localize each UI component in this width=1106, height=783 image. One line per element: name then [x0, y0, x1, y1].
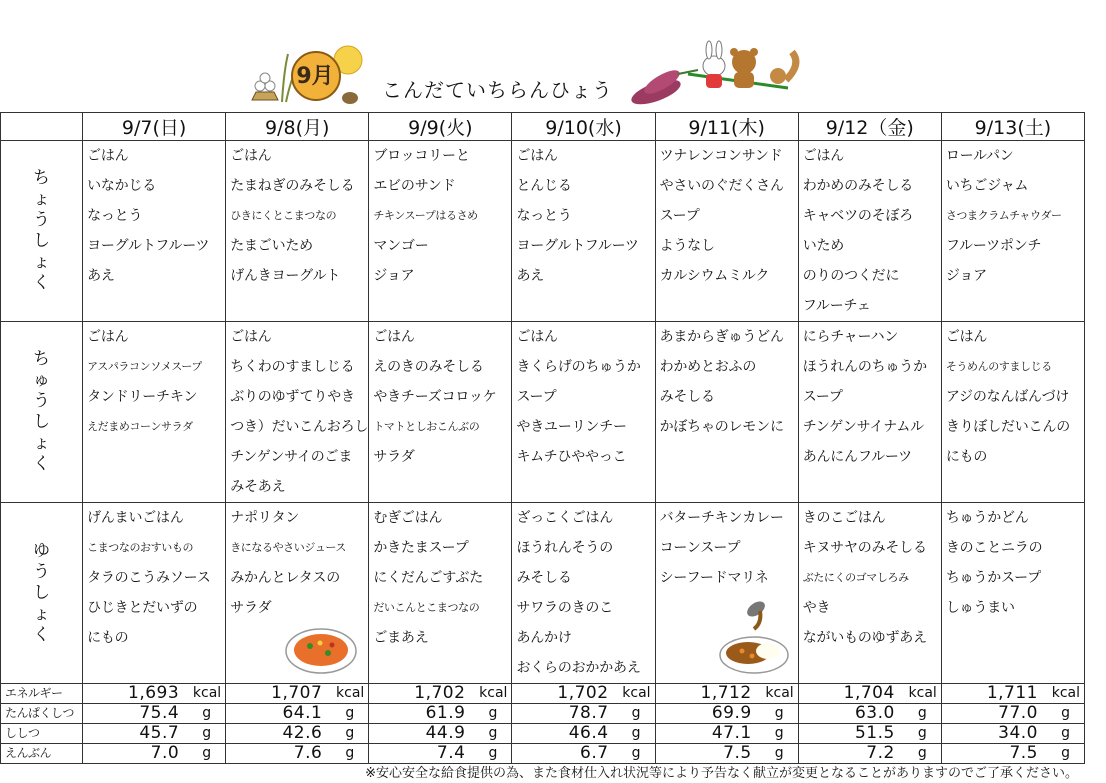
menu-item: にらチャーハン [802, 329, 899, 345]
menu-item: スープ [802, 389, 843, 405]
day-header: 9/8(月) [226, 113, 369, 141]
nutrition-cell [83, 704, 226, 724]
nutrition-unit: kcal [479, 685, 508, 701]
menu-cell [655, 141, 798, 322]
menu-cell [798, 322, 941, 503]
menu-item: やき [802, 600, 831, 616]
nutrition-value: 46.4 [568, 723, 609, 743]
nutrition-value: 75.4 [139, 703, 180, 723]
menu-item: ジョア [945, 268, 987, 284]
nutrition-row-protein [1, 704, 1085, 724]
meal-label-char: ょ [33, 252, 51, 272]
menu-item: やきユーリンチー [516, 419, 627, 435]
nutrition-unit: g [917, 745, 927, 761]
nutrition-cell [226, 704, 369, 724]
nutrition-unit: kcal [765, 685, 794, 701]
menu-item: いちごジャム [945, 178, 1029, 194]
nutrition-label: たんぱくしつ [1, 704, 83, 724]
meal-label-lunch [1, 322, 83, 503]
menu-cell [226, 141, 369, 322]
menu-item: ごまあえ [373, 630, 429, 646]
menu-cell [83, 503, 226, 684]
nutrition-unit: kcal [336, 685, 365, 701]
menu-item: タラのこうみソース [87, 570, 211, 586]
nutrition-unit: kcal [622, 685, 651, 701]
menu-item: サワラのきのこ [516, 600, 614, 616]
menu-item: ちゅうかスープ [945, 570, 1042, 586]
menu-item: バターチキンカレー [659, 510, 784, 526]
menu-item: コーンスープ [659, 540, 741, 556]
menu-cell [941, 322, 1084, 503]
menu-item: キャベツのそぼろ [802, 208, 914, 224]
meal-label-breakfast [1, 141, 83, 322]
menu-item: きくらげのちゅうか [516, 359, 641, 375]
meal-label-char: し [33, 231, 51, 251]
nutrition-unit: g [202, 705, 212, 721]
nutrition-value: 34.0 [998, 723, 1038, 743]
menu-cell [369, 503, 512, 684]
menu-cell [512, 503, 655, 684]
menu-item: アジのなんばんづけ [945, 389, 1070, 405]
day-header: 9/12（金) [798, 113, 941, 141]
meal-label-char: う [33, 561, 51, 582]
menu-item: だいこんとこまつなの [373, 601, 480, 614]
menu-item: ごはん [802, 148, 845, 164]
nutrition-unit: g [345, 705, 355, 721]
menu-item: ごはん [373, 329, 415, 345]
menu-item: シーフードマリネ [659, 570, 769, 586]
nutrition-value: 47.1 [711, 723, 752, 743]
footnote: ※安心安全な給食提供の為、また食材仕入れ状況等により予告なく献立が変更となることがありますのでご了承ください。 [365, 766, 1078, 781]
menu-item: ちくわのすましじる [230, 359, 355, 375]
menu-cell [83, 141, 226, 322]
menu-item: ごはん [87, 329, 129, 345]
menu-cell [512, 141, 655, 322]
napolitan-pasta-icon [284, 623, 358, 675]
menu-item: たまごいため [230, 238, 313, 254]
nutrition-cell [226, 684, 369, 704]
menu-item: しゅうまい [945, 600, 1015, 616]
menu-item: にくだんごすぶた [373, 570, 484, 586]
nutrition-row-fat [1, 724, 1085, 744]
menu-item: なっとう [516, 208, 572, 224]
nutrition-value: 42.6 [282, 723, 323, 743]
nutrition-value: 64.1 [282, 703, 323, 723]
lunch-row [1, 322, 1085, 503]
menu-cell [369, 322, 512, 503]
nutrition-unit: g [917, 725, 927, 741]
menu-item: フルーツポンチ [945, 238, 1042, 254]
menu-cell [798, 503, 941, 684]
menu-item: チンゲンサイナムル [802, 419, 924, 435]
nutrition-cell [798, 744, 941, 764]
nutrition-cell [941, 744, 1084, 764]
menu-cell [83, 322, 226, 503]
menu-item: かきたまスープ [373, 540, 469, 556]
nutrition-value: 1,704 [843, 683, 895, 703]
nutrition-unit: g [1061, 705, 1070, 721]
menu-item: アスパラコンソメスープ [87, 360, 202, 373]
menu-cell [655, 322, 798, 503]
menu-item: かぼちゃのレモンに [659, 419, 784, 435]
nutrition-value: 1,707 [271, 683, 323, 703]
menu-item: ごはん [516, 148, 558, 164]
nutrition-cell [369, 704, 512, 724]
meal-label-char: う [33, 391, 51, 411]
menu-item: きのこごはん [802, 510, 886, 526]
page-header [0, 0, 1106, 112]
meal-label-char: ゅ [33, 370, 51, 390]
menu-item: わかめのみそしる [802, 178, 914, 194]
meal-label-dinner [1, 503, 83, 684]
menu-item: きりぼしだいこんの [945, 419, 1071, 435]
menu-item: ナポリタン [230, 510, 300, 526]
menu-item: カルシウムミルク [659, 268, 770, 284]
nutrition-label: ししつ [1, 724, 83, 744]
menu-item: フルーチェ [802, 298, 871, 314]
menu-item: エビのサンド [373, 178, 456, 194]
menu-item: ごはん [87, 148, 129, 164]
menu-item: なっとう [87, 208, 143, 224]
menu-item: ごはん [516, 329, 558, 345]
nutrition-cell [941, 724, 1084, 744]
nutrition-value: 1,712 [700, 683, 752, 703]
menu-item: ヨーグルトフルーツ [87, 238, 210, 254]
menu-item: キヌサヤのみそしる [802, 540, 927, 556]
menu-item: マンゴー [373, 238, 429, 254]
menu-item: やさいのぐだくさん [659, 178, 784, 194]
nutrition-unit: kcal [908, 685, 937, 701]
meal-label-char: く [33, 624, 51, 645]
nutrition-cell [512, 744, 655, 764]
menu-item: げんまいごはん [87, 510, 184, 526]
day-header: 9/10(水) [512, 113, 655, 141]
menu-item: ざっこくごはん [516, 510, 614, 526]
menu-item: やきチーズコロッケ [373, 389, 497, 405]
day-header: 9/9(火) [369, 113, 512, 141]
nutrition-unit: g [488, 705, 498, 721]
menu-item: ようなし [659, 238, 715, 254]
month-label: 9月 [296, 64, 334, 89]
menu-cell [655, 503, 798, 684]
nutrition-value: 7.6 [293, 743, 323, 763]
nutrition-value: 1,711 [986, 683, 1038, 703]
nutrition-value: 61.9 [425, 703, 466, 723]
nutrition-cell [369, 724, 512, 744]
menu-cell [941, 503, 1084, 684]
menu-item: みかんとレタスの [230, 570, 341, 586]
menu-item: ぶたにくのゴマしろみ [802, 571, 909, 584]
meal-label-char: ゆ [33, 540, 51, 561]
meal-label-char: ょ [33, 189, 51, 209]
menu-item: ごはん [230, 148, 272, 164]
nutrition-unit: g [631, 705, 641, 721]
menu-cell [941, 141, 1084, 322]
menu-item: そうめんのすましじる [945, 360, 1052, 373]
nutrition-unit: g [1061, 725, 1070, 741]
nutrition-unit: kcal [192, 685, 222, 701]
menu-table [0, 112, 1085, 764]
meal-label-char: ち [33, 349, 51, 369]
menu-item: あまからぎゅうどん [659, 329, 784, 345]
menu-item: きのことニラの [945, 540, 1043, 556]
menu-cell [226, 322, 369, 503]
nutrition-cell [941, 684, 1084, 704]
nutrition-cell [83, 744, 226, 764]
menu-item: ブロッコリーと [373, 148, 470, 164]
menu-item: ちゅうかどん [945, 510, 1029, 526]
day-header: 9/7(日) [83, 113, 226, 141]
meal-label-char: く [33, 454, 51, 474]
menu-item: あえ [87, 268, 115, 284]
nutrition-value: 63.0 [854, 703, 895, 723]
menu-item: トマトとしおこんぶの [373, 420, 480, 433]
nutrition-row-energy [1, 684, 1085, 704]
nutrition-cell [226, 744, 369, 764]
menu-item: むぎごはん [373, 510, 443, 526]
menu-item: ほうれんそうの [516, 540, 614, 556]
menu-cell [369, 141, 512, 322]
menu-item: ヨーグルトフルーツ [516, 238, 639, 254]
nutrition-value: 7.2 [866, 743, 895, 763]
nutrition-unit: g [774, 745, 784, 761]
meal-label-char: う [33, 210, 51, 230]
menu-item: ひきにくとこまつなの [230, 209, 337, 222]
menu-item: こまつなのおすいもの [87, 541, 194, 554]
nutrition-value: 7.5 [723, 743, 752, 763]
day-header: 9/11(木) [655, 113, 798, 141]
nutrition-cell [655, 724, 798, 744]
menu-item: にもの [87, 630, 129, 646]
nutrition-unit: g [488, 725, 498, 741]
nutrition-row-salt [1, 744, 1085, 764]
nutrition-cell [798, 684, 941, 704]
menu-item: チンゲンサイのごま [230, 449, 353, 465]
menu-item: ほうれんのちゅうか [802, 359, 927, 375]
menu-item: スープ [659, 208, 700, 224]
menu-cell [226, 503, 369, 684]
nutrition-value: 1,702 [414, 683, 466, 703]
nutrition-value: 45.7 [139, 723, 180, 743]
nutrition-value: 7.5 [1009, 743, 1038, 763]
nutrition-unit: kcal [1051, 685, 1080, 701]
menu-item: つき）だいこんおろし [230, 419, 369, 435]
nutrition-unit: g [202, 745, 212, 761]
nutrition-value: 44.9 [425, 723, 466, 743]
menu-item: あんかけ [516, 630, 572, 646]
menu-item: みそあえ [230, 479, 286, 495]
nutrition-value: 6.7 [580, 743, 609, 763]
nutrition-cell [512, 724, 655, 744]
menu-item: のりのつくだに [802, 268, 900, 284]
menu-item: ひじきとだいずの [87, 600, 198, 616]
menu-item: ロールパン [945, 148, 1014, 164]
menu-item: きになるやさいジュース [230, 541, 347, 554]
nutrition-unit: g [631, 725, 641, 741]
nutrition-cell [369, 744, 512, 764]
nutrition-cell [83, 684, 226, 704]
nutrition-unit: g [345, 745, 355, 761]
day-header-row [1, 113, 1085, 141]
page-title: こんだていちらんひょう [382, 78, 613, 102]
nutrition-cell [369, 684, 512, 704]
nutrition-cell [655, 744, 798, 764]
menu-item: えのきのみそしる [373, 359, 484, 375]
menu-item: ながいものゆずあえ [802, 630, 927, 646]
breakfast-row [1, 141, 1085, 322]
menu-item: チキンスープはるさめ [373, 209, 478, 222]
nutrition-cell [655, 684, 798, 704]
day-header: 9/13(土) [941, 113, 1084, 141]
meal-label-char: ょ [33, 603, 51, 624]
nutrition-unit: g [774, 705, 784, 721]
menu-item: あえ [516, 268, 545, 284]
menu-item: にもの [945, 449, 988, 465]
menu-cell [512, 322, 655, 503]
nutrition-value: 7.0 [150, 743, 180, 763]
nutrition-cell [798, 704, 941, 724]
nutrition-cell [83, 724, 226, 744]
nutrition-value: 7.4 [436, 743, 466, 763]
menu-item: ジョア [373, 268, 415, 284]
menu-item: キムチひややっこ [516, 449, 627, 465]
nutrition-unit: g [202, 725, 212, 741]
nutrition-cell [941, 704, 1084, 724]
nutrition-value: 78.7 [568, 703, 609, 723]
menu-item: たまねぎのみそしる [230, 178, 355, 194]
meal-label-char: ょ [33, 433, 51, 453]
menu-item: サラダ [230, 600, 272, 616]
menu-item: ごはん [945, 329, 988, 345]
meal-label-char: し [33, 582, 51, 603]
nutrition-unit: g [631, 745, 641, 761]
corner-cell [1, 113, 83, 141]
nutrition-unit: g [774, 725, 784, 741]
menu-item: えだまめコーンサラダ [87, 420, 193, 433]
nutrition-unit: g [1061, 745, 1070, 761]
menu-item: ぶりのゆずてりやき [230, 389, 355, 405]
nutrition-unit: g [488, 745, 498, 761]
menu-item: いなかじる [87, 178, 157, 194]
nutrition-value: 51.5 [854, 723, 895, 743]
meal-label-char: ち [33, 168, 51, 188]
nutrition-value: 1,702 [557, 683, 609, 703]
menu-item: みそしる [659, 389, 715, 405]
menu-item: いため [802, 238, 845, 254]
nutrition-unit: g [345, 725, 355, 741]
menu-item: げんきヨーグルト [230, 268, 341, 284]
menu-cell [798, 141, 941, 322]
menu-item: ごはん [230, 329, 272, 345]
nutrition-value: 77.0 [998, 703, 1038, 723]
menu-item: サラダ [373, 449, 415, 465]
nutrition-label: エネルギー [1, 684, 83, 704]
nutrition-value: 69.9 [711, 703, 752, 723]
nutrition-cell [655, 704, 798, 724]
nutrition-cell [798, 724, 941, 744]
menu-item: わかめとおふの [659, 359, 757, 375]
menu-item: さつまクラムチャウダー [945, 209, 1062, 222]
nutrition-cell [512, 684, 655, 704]
menu-item: みそしる [516, 570, 572, 586]
nutrition-unit: g [917, 705, 927, 721]
menu-item: スープ [516, 389, 557, 405]
animals-illustration [628, 40, 808, 112]
curry-rice-icon [718, 593, 796, 677]
meal-label-char: し [33, 412, 51, 432]
nutrition-cell [226, 724, 369, 744]
meal-label-char: く [33, 273, 51, 293]
menu-item: とんじる [516, 178, 572, 194]
menu-item: おくらのおかかあえ [516, 660, 641, 676]
nutrition-label: えんぶん [1, 744, 83, 764]
menu-item: ツナレンコンサンド [659, 148, 783, 164]
nutrition-cell [512, 704, 655, 724]
nutrition-value: 1,693 [128, 683, 180, 703]
dinner-row [1, 503, 1085, 684]
menu-item: タンドリーチキン [87, 389, 198, 405]
menu-item: あんにんフルーツ [802, 449, 912, 465]
